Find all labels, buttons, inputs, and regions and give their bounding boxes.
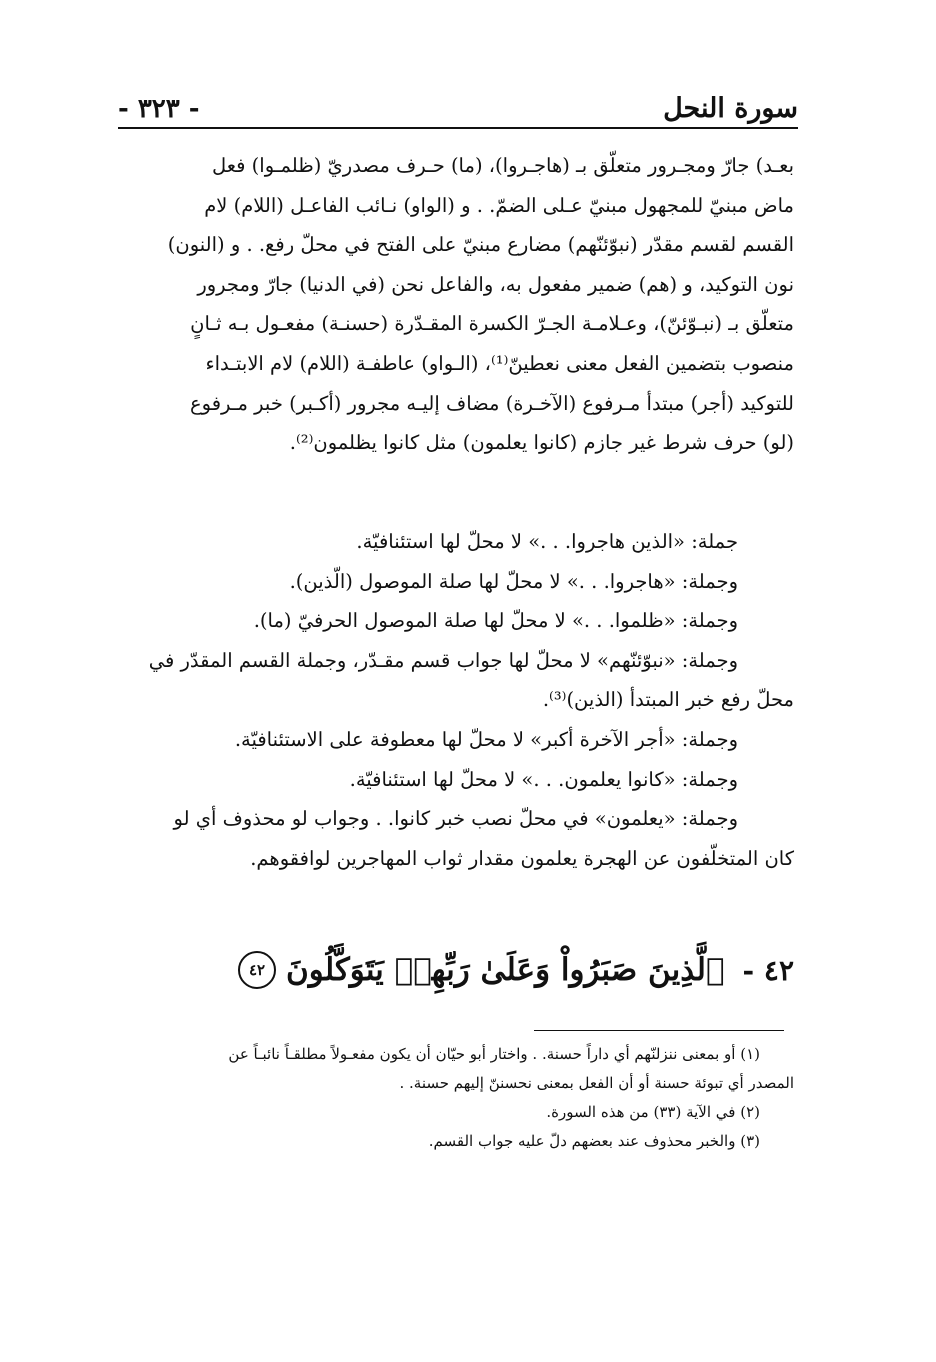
grammar-paragraph [118,146,794,463]
sentence-item: وجملة: «ظلموا. . .» لا محلّ لها صلة الموصول الحرفيّ (ما). [253,609,738,633]
paragraph-line: منصوب بتضمين الفعل معنى نعطينّ⁽¹⁾، (الـواو) عاطفـة (اللام) لام الابتـداء [205,351,794,375]
paragraph-line: (لو) حرف شرط غير جازم (كانوا يعلمون) مثل كانوا يظلمون⁽²⁾. [289,431,794,455]
sentence-continuation: محلّ رفع خبر المبتدأ (الذين)⁽³⁾. [542,688,794,712]
verse-text: ٱلَّذِينَ صَبَرُواْ وَعَلَىٰ رَبِّهِمۡ يَتَوَكَّلُونَ [286,952,725,988]
sentence-item: وجملة: «يعلمون» في محلّ نصب خبر كانوا. . وجواب لو محذوف أي لو كان المتخلّفون عن الهجرة يعلمون مقدار ثواب المهاجرين لوافقوهم. [118,799,738,878]
verse-number: ٤٢ - [742,953,794,987]
sentence-item: وجملة: «نبوّئنّهم» لا محلّ لها جواب قسم مقـدّر، وجملة القسم المقدّر في محلّ رفع خبر المبتدأ (الذين)⁽³⁾. [118,641,738,720]
header-rule [118,127,798,129]
paragraph-line: القسم لقسم مقدّر (نبوّئنّهم) مضارع مبنيّ على الفتح في محلّ رفع. . و (النون) [167,233,794,257]
verse-end-marker: ٤٢ [238,951,276,989]
sentence-item: وجملة: «كانوا يعلمون. . .» لا محلّ لها استئنافيّة. [349,767,738,791]
sentence-item: وجملة: «هاجروا. . .» لا محلّ لها صلة الموصول (الّذين). [289,569,738,593]
sentence-item: جملة: «الذين هاجروا. . .» لا محلّ لها استئنافيّة. [356,530,738,553]
paragraph-line: متعلّق بـ (نبـوّئنّ)، وعـلامـة الجـرّ الكسرة المقـدّرة (حسنـة) مفعـول بـه ثـانٍ [190,312,794,336]
paragraph-line: بعـد) جارّ ومجـرور متعلّق بـ (هاجـروا)، (ما) حـرف مصدريّ (ظلمـوا) فعل [211,154,794,177]
quran-verse [118,935,794,1005]
footnote: (٣) والخبر محذوف عند بعضهم دلّ عليه جواب القسم. [428,1132,760,1150]
paragraph-line: نون التوكيد، و (هم) ضمير مفعول به، والفاعل نحن (في الدنيا) جارّ ومجرور [197,272,794,296]
paragraph-line: ماض مبنيّ للمجهول مبنيّ عـلى الضمّ. . و (الواو) نـائب الفاعـل (اللام) لام [204,193,794,217]
footnote-rule [534,1030,784,1031]
page-header [118,80,798,124]
sura-title: سورة النحل [663,93,798,124]
footnote: (١) أو بمعنى ننزلنّهم أي داراً حسنة. . واختار أبو حيّان أن يكون مفعـولاً مطلقـاً نائبـاً عن [228,1045,760,1063]
sentence-item: وجملة: «أجر الآخرة أكبر» لا محلّ لها معطوفة على الاستئنافيّة. [234,727,738,751]
footnotes [118,1040,794,1156]
sentence-analysis-list [118,522,794,878]
footnote: (٢) في الآية (٣٣) من هذه السورة. [546,1103,760,1121]
page-number: - ٣٢٣ - [118,94,200,124]
paragraph-line: للتوكيد (أجر) مبتدأ مـرفوع (الآخـرة) مضاف إليـه مجرور (أكـبر) خبر مـرفوع [190,391,794,415]
sentence-continuation: كان المتخلّفون عن الهجرة يعلمون مقدار ثواب المهاجرين لوافقوهم. [250,846,794,870]
footnote-continuation: المصدر أي تبوئة حسنة أو أن الفعل بمعنى نحسننّ إليهم حسنة. . [399,1074,794,1092]
